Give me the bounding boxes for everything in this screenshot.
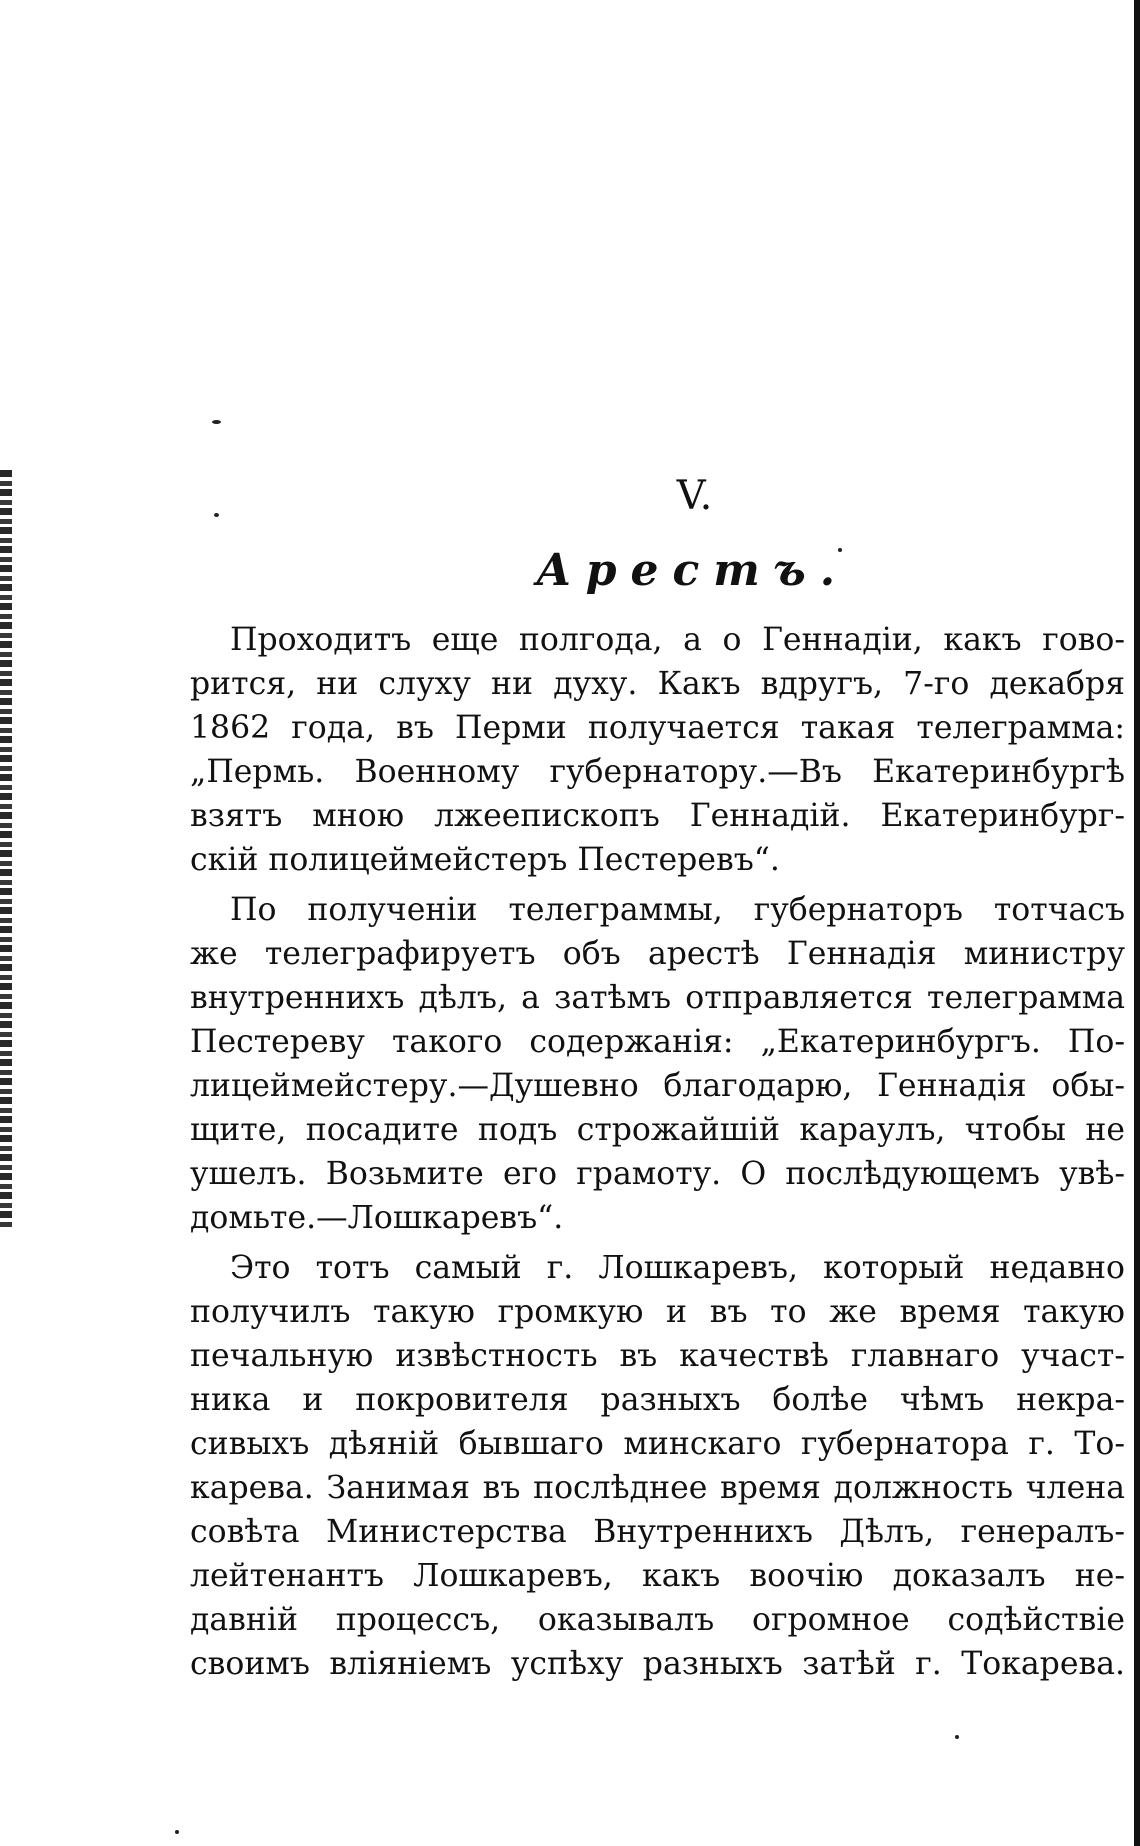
chapter-number: V. <box>676 473 714 519</box>
scan-right-border <box>1134 0 1140 1846</box>
text-line: домьте.—Лошкаревъ“. <box>190 1200 564 1236</box>
paragraph <box>190 888 1125 1240</box>
text-line: лицеймейстеру.—Душевно благодарю, Геннадія обы- <box>190 1068 1125 1104</box>
text-line: По полученіи телеграммы, губернаторъ тотчасъ <box>230 892 1125 928</box>
paragraph <box>190 618 1125 882</box>
text-line: лейтенантъ Лошкаревъ, какъ воочію доказалъ не- <box>190 1558 1125 1594</box>
text-line: взятъ мною лжеепископъ Геннадій. Екатеринбург- <box>190 798 1125 834</box>
text-line: щите, посадите подъ строжайшій караулъ, чтобы не <box>190 1112 1125 1148</box>
page-text <box>190 470 1125 1692</box>
text-line: своимъ вліяніемъ успѣху разныхъ затѣй г. Токарева. <box>190 1646 1125 1682</box>
text-line: получилъ такую громкую и въ то же время такую <box>190 1294 1125 1330</box>
text-line: 1862 года, въ Перми получается такая телеграмма: <box>190 710 1125 746</box>
text-line: совѣта Министерства Внутреннихъ Дѣлъ, генералъ- <box>190 1514 1125 1550</box>
scan-speck <box>955 1735 959 1739</box>
text-line: скій полицеймейстеръ Пестеревъ“. <box>190 842 780 878</box>
text-line: Это тотъ самый г. Лошкаревъ, который недавно <box>230 1250 1125 1286</box>
text-line: сивыхъ дѣяній бывшаго минскаго губернатора г. То- <box>190 1426 1125 1462</box>
text-line: же телеграфируетъ объ арестѣ Геннадія министру <box>190 936 1125 972</box>
body-text <box>190 618 1125 1686</box>
text-line: Пестереву такого содержанія: „Екатеринбургъ. По- <box>190 1024 1125 1060</box>
text-line: ушелъ. Возьмите его грамоту. О послѣдующемъ увѣ- <box>190 1156 1125 1192</box>
text-line: печальную извѣстность въ качествѣ главнаго участ- <box>190 1338 1125 1374</box>
text-line: рится, ни слуху ни духу. Какъ вдругъ, 7-го декабря <box>190 666 1125 702</box>
text-line: Проходитъ еще полгода, а о Геннадіи, какъ гово- <box>230 622 1125 658</box>
text-line: внутреннихъ дѣлъ, а затѣмъ отправляется телеграмма <box>190 980 1125 1016</box>
scan-speck <box>212 420 221 424</box>
text-line: „Пермь. Военному губернатору.—Въ Екатеринбургѣ <box>190 754 1125 790</box>
text-line: давній процессъ, оказывалъ огромное содѣйствіе <box>190 1602 1125 1638</box>
paragraph <box>190 1246 1125 1686</box>
text-line: ника и покровителя разныхъ болѣе чѣмъ некра- <box>190 1382 1125 1418</box>
chapter-title: Арестъ. <box>535 545 850 596</box>
scan-speck <box>175 1830 179 1834</box>
scan-binding-edge <box>0 470 12 1230</box>
text-line: карева. Занимая въ послѣднее время должность члена <box>190 1470 1125 1506</box>
